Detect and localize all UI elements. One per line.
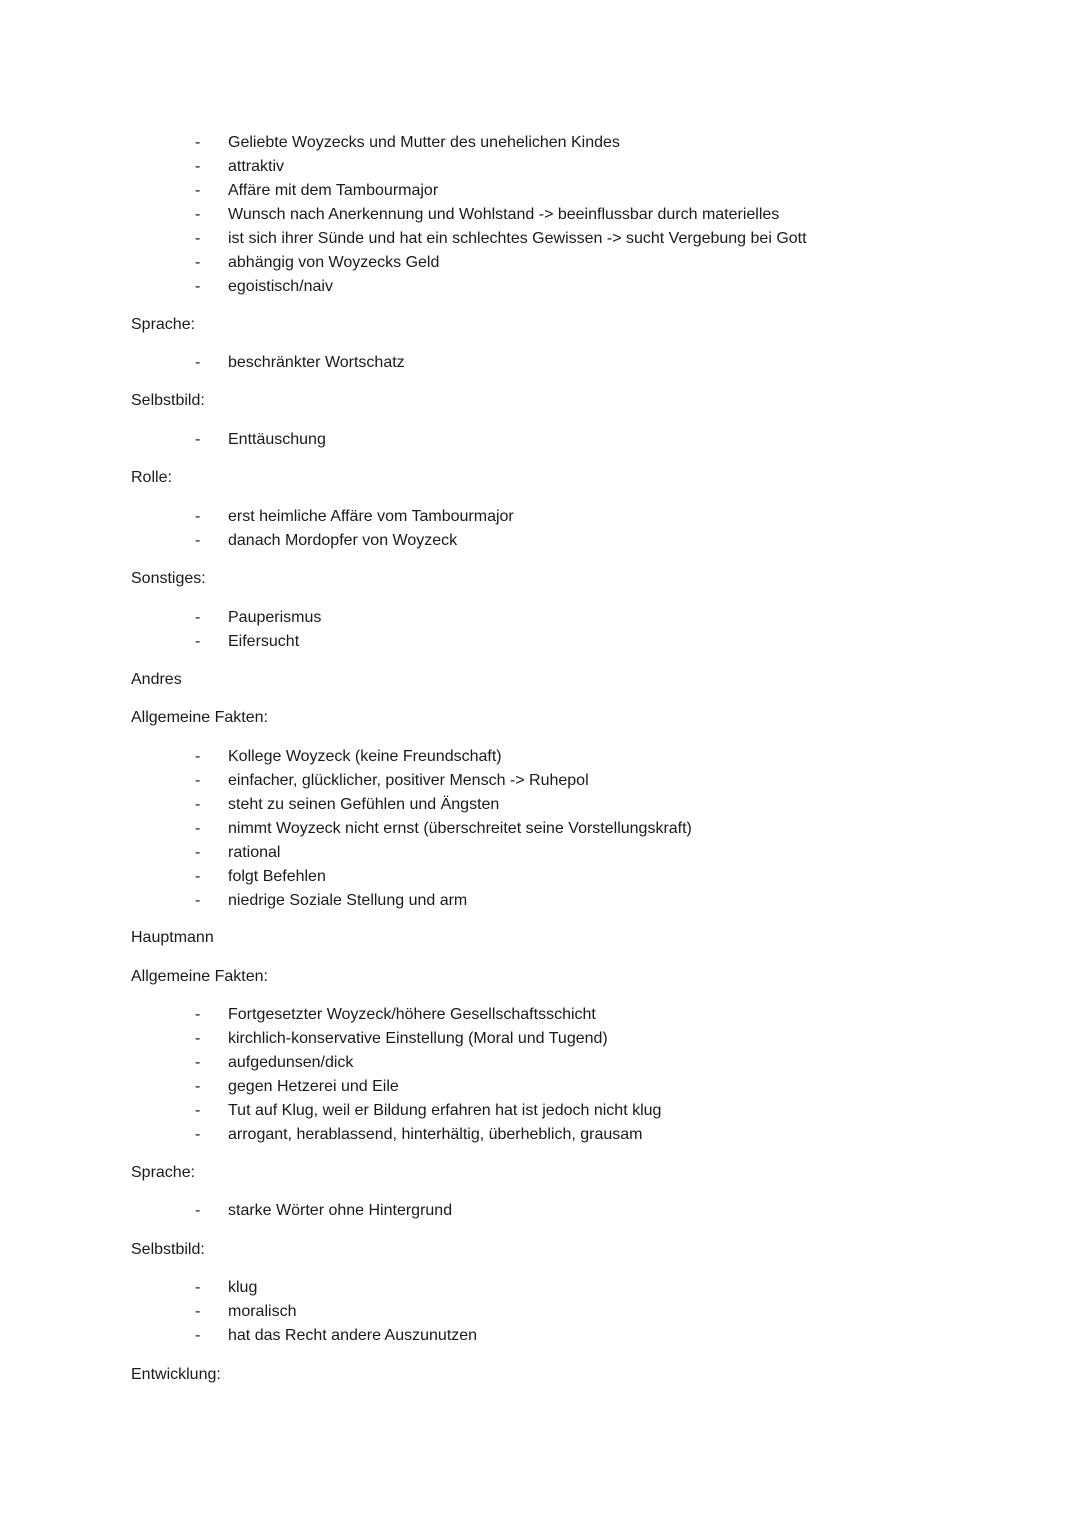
list-item-text: aufgedunsen/dick — [228, 1054, 354, 1071]
list-item — [0, 252, 1080, 276]
list-bullet: - — [195, 254, 201, 271]
list-bullet: - — [195, 1202, 201, 1219]
list-item — [0, 204, 1080, 228]
list-item-text: starke Wörter ohne Hintergrund — [228, 1202, 453, 1219]
list-bullet: - — [195, 748, 201, 765]
list-item-text: Fortgesetzter Woyzeck/höhere Gesellschaftsschicht — [228, 1006, 596, 1023]
list-bullet: - — [195, 230, 201, 247]
list-bullet: - — [195, 1327, 201, 1344]
list-item-text: kirchlich-konservative Einstellung (Moral und Tugend) — [228, 1030, 608, 1047]
list-item-text: abhängig von Woyzecks Geld — [228, 254, 440, 271]
list-item — [0, 746, 1080, 770]
list-item — [0, 842, 1080, 866]
list-bullet: - — [195, 772, 201, 789]
list-item-text: hat das Recht andere Auszunutzen — [228, 1327, 478, 1344]
section-heading: Hauptmann — [131, 929, 214, 946]
list-item — [0, 1100, 1080, 1124]
list-item — [0, 607, 1080, 631]
list-bullet: - — [195, 1030, 201, 1047]
list-item — [0, 1200, 1080, 1224]
list-bullet: - — [195, 206, 201, 223]
list-item-text: Kollege Woyzeck (keine Freundschaft) — [228, 748, 502, 765]
list-bullet: - — [195, 609, 201, 626]
list-item — [0, 530, 1080, 554]
list-bullet: - — [195, 1126, 201, 1143]
list-item — [0, 180, 1080, 204]
list-item — [0, 770, 1080, 794]
list-bullet: - — [195, 278, 201, 295]
list-item-text: moralisch — [228, 1303, 297, 1320]
list-item-text: niedrige Soziale Stellung und arm — [228, 892, 468, 909]
list-item-text: folgt Befehlen — [228, 868, 326, 885]
section-heading: Sonstiges: — [131, 570, 206, 587]
list-item — [0, 352, 1080, 376]
list-item — [0, 1028, 1080, 1052]
list-item — [0, 506, 1080, 530]
list-item-text: rational — [228, 844, 281, 861]
section-heading: Sprache: — [131, 1164, 196, 1181]
list-item-text: ist sich ihrer Sünde und hat ein schlechtes Gewissen -> sucht Vergebung bei Gott — [228, 230, 807, 247]
list-item — [0, 276, 1080, 300]
list-item-text: Wunsch nach Anerkennung und Wohlstand -> beeinflussbar durch materielles — [228, 206, 780, 223]
list-item — [0, 794, 1080, 818]
list-bullet: - — [195, 431, 201, 448]
list-item — [0, 132, 1080, 156]
list-item-text: nimmt Woyzeck nicht ernst (überschreitet seine Vorstellungskraft) — [228, 820, 692, 837]
list-item-text: beschränkter Wortschatz — [228, 354, 405, 371]
list-bullet: - — [195, 892, 201, 909]
list-item-text: erst heimliche Affäre vom Tambourmajor — [228, 508, 514, 525]
list-item — [0, 429, 1080, 453]
section-heading: Rolle: — [131, 469, 172, 486]
list-item — [0, 1076, 1080, 1100]
list-bullet: - — [195, 1279, 201, 1296]
list-item — [0, 1277, 1080, 1301]
list-bullet: - — [195, 354, 201, 371]
list-item-text: egoistisch/naiv — [228, 278, 333, 295]
list-item — [0, 228, 1080, 252]
list-bullet: - — [195, 508, 201, 525]
list-bullet: - — [195, 820, 201, 837]
list-item — [0, 890, 1080, 914]
list-bullet: - — [195, 182, 201, 199]
list-bullet: - — [195, 158, 201, 175]
section-heading: Entwicklung: — [131, 1366, 221, 1383]
list-bullet: - — [195, 1054, 201, 1071]
list-item-text: danach Mordopfer von Woyzeck — [228, 532, 458, 549]
section-heading: Sprache: — [131, 316, 196, 333]
list-item — [0, 631, 1080, 655]
list-item — [0, 818, 1080, 842]
section-heading: Allgemeine Fakten: — [131, 968, 268, 985]
list-item-text: steht zu seinen Gefühlen und Ängsten — [228, 796, 500, 813]
list-item-text: klug — [228, 1279, 258, 1296]
list-item — [0, 1004, 1080, 1028]
list-bullet: - — [195, 1078, 201, 1095]
list-item — [0, 1301, 1080, 1325]
list-item-text: gegen Hetzerei und Eile — [228, 1078, 399, 1095]
section-heading: Allgemeine Fakten: — [131, 709, 268, 726]
list-bullet: - — [195, 532, 201, 549]
list-bullet: - — [195, 1102, 201, 1119]
list-item-text: Eifersucht — [228, 633, 300, 650]
section-heading: Selbstbild: — [131, 1241, 205, 1258]
list-item-text: Pauperismus — [228, 609, 322, 626]
list-bullet: - — [195, 1303, 201, 1320]
list-item-text: attraktiv — [228, 158, 285, 175]
list-bullet: - — [195, 844, 201, 861]
list-bullet: - — [195, 134, 201, 151]
list-bullet: - — [195, 1006, 201, 1023]
list-item — [0, 866, 1080, 890]
list-item — [0, 1052, 1080, 1076]
list-bullet: - — [195, 796, 201, 813]
list-bullet: - — [195, 868, 201, 885]
list-item-text: Affäre mit dem Tambourmajor — [228, 182, 439, 199]
list-item — [0, 1325, 1080, 1349]
list-item-text: Geliebte Woyzecks und Mutter des unehelichen Kindes — [228, 134, 620, 151]
list-item-text: einfacher, glücklicher, positiver Mensch -> Ruhepol — [228, 772, 589, 789]
list-item — [0, 156, 1080, 180]
list-item-text: Enttäuschung — [228, 431, 326, 448]
section-heading: Selbstbild: — [131, 392, 205, 409]
list-bullet: - — [195, 633, 201, 650]
list-item-text: arrogant, herablassend, hinterhältig, überheblich, grausam — [228, 1126, 643, 1143]
section-heading: Andres — [131, 671, 182, 688]
list-item — [0, 1124, 1080, 1148]
list-item-text: Tut auf Klug, weil er Bildung erfahren hat ist jedoch nicht klug — [228, 1102, 662, 1119]
